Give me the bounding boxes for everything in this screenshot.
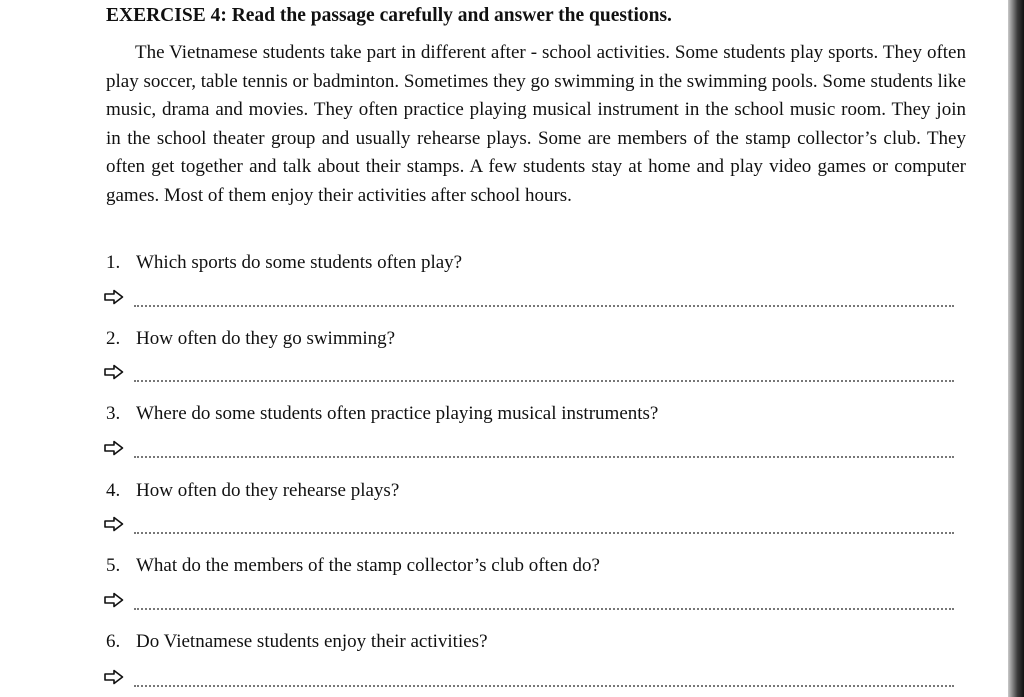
question-3: [106, 401, 658, 427]
question-text: Which sports do some students often play?: [136, 252, 463, 273]
question-number: 3.: [106, 403, 121, 424]
answer-line-6[interactable]: [104, 669, 954, 691]
question-6: [106, 629, 488, 655]
answer-line-3[interactable]: [104, 440, 954, 462]
reading-passage: The Vietnamese students take part in different after - school activities. Some students play sports. They often play soccer, table tennis or badminton. Sometimes they go swimming in the swimming pools. Some students like music, drama and movies. They often practice playing musical instrument in the school music room. They join in the school theater group and usually rehearse plays. Some are members of the stamp collector’s club. They often get together and talk about their stamps. A few students stay at home and play video games or computer games. Most of them enjoy their activities after school hours.: [106, 42, 966, 206]
answer-line-1[interactable]: [104, 289, 954, 311]
arrow-right-outline-icon: [104, 364, 124, 380]
question-number: 5.: [106, 555, 121, 576]
arrow-right-outline-icon: [104, 592, 124, 608]
dotted-answer-line: [134, 608, 954, 610]
dotted-answer-line: [134, 532, 954, 534]
answer-line-5[interactable]: [104, 592, 954, 614]
question-number: 2.: [106, 328, 121, 349]
question-number: 4.: [106, 480, 121, 501]
answer-line-4[interactable]: [104, 516, 954, 538]
dotted-answer-line: [134, 305, 954, 307]
question-1: [106, 250, 462, 276]
dotted-answer-line: [134, 456, 954, 458]
question-text: How often do they rehearse plays?: [136, 480, 400, 501]
arrow-right-outline-icon: [104, 516, 124, 532]
question-text: How often do they go swimming?: [136, 328, 396, 349]
question-text: What do the members of the stamp collector’s club often do?: [136, 555, 600, 576]
arrow-right-outline-icon: [104, 669, 124, 685]
answer-line-2[interactable]: [104, 364, 954, 386]
arrow-right-outline-icon: [104, 440, 124, 456]
question-5: [106, 553, 600, 579]
question-number: 1.: [106, 252, 121, 273]
question-2: [106, 326, 395, 352]
photo-edge-shadow: [1008, 0, 1024, 697]
question-text: Where do some students often practice playing musical instruments?: [136, 403, 659, 424]
question-number: 6.: [106, 631, 121, 652]
exercise-title: EXERCISE 4: Read the passage carefully and answer the questions.: [106, 5, 672, 26]
dotted-answer-line: [134, 685, 954, 687]
arrow-right-outline-icon: [104, 289, 124, 305]
dotted-answer-line: [134, 380, 954, 382]
question-text: Do Vietnamese students enjoy their activities?: [136, 631, 488, 652]
question-4: [106, 478, 399, 504]
